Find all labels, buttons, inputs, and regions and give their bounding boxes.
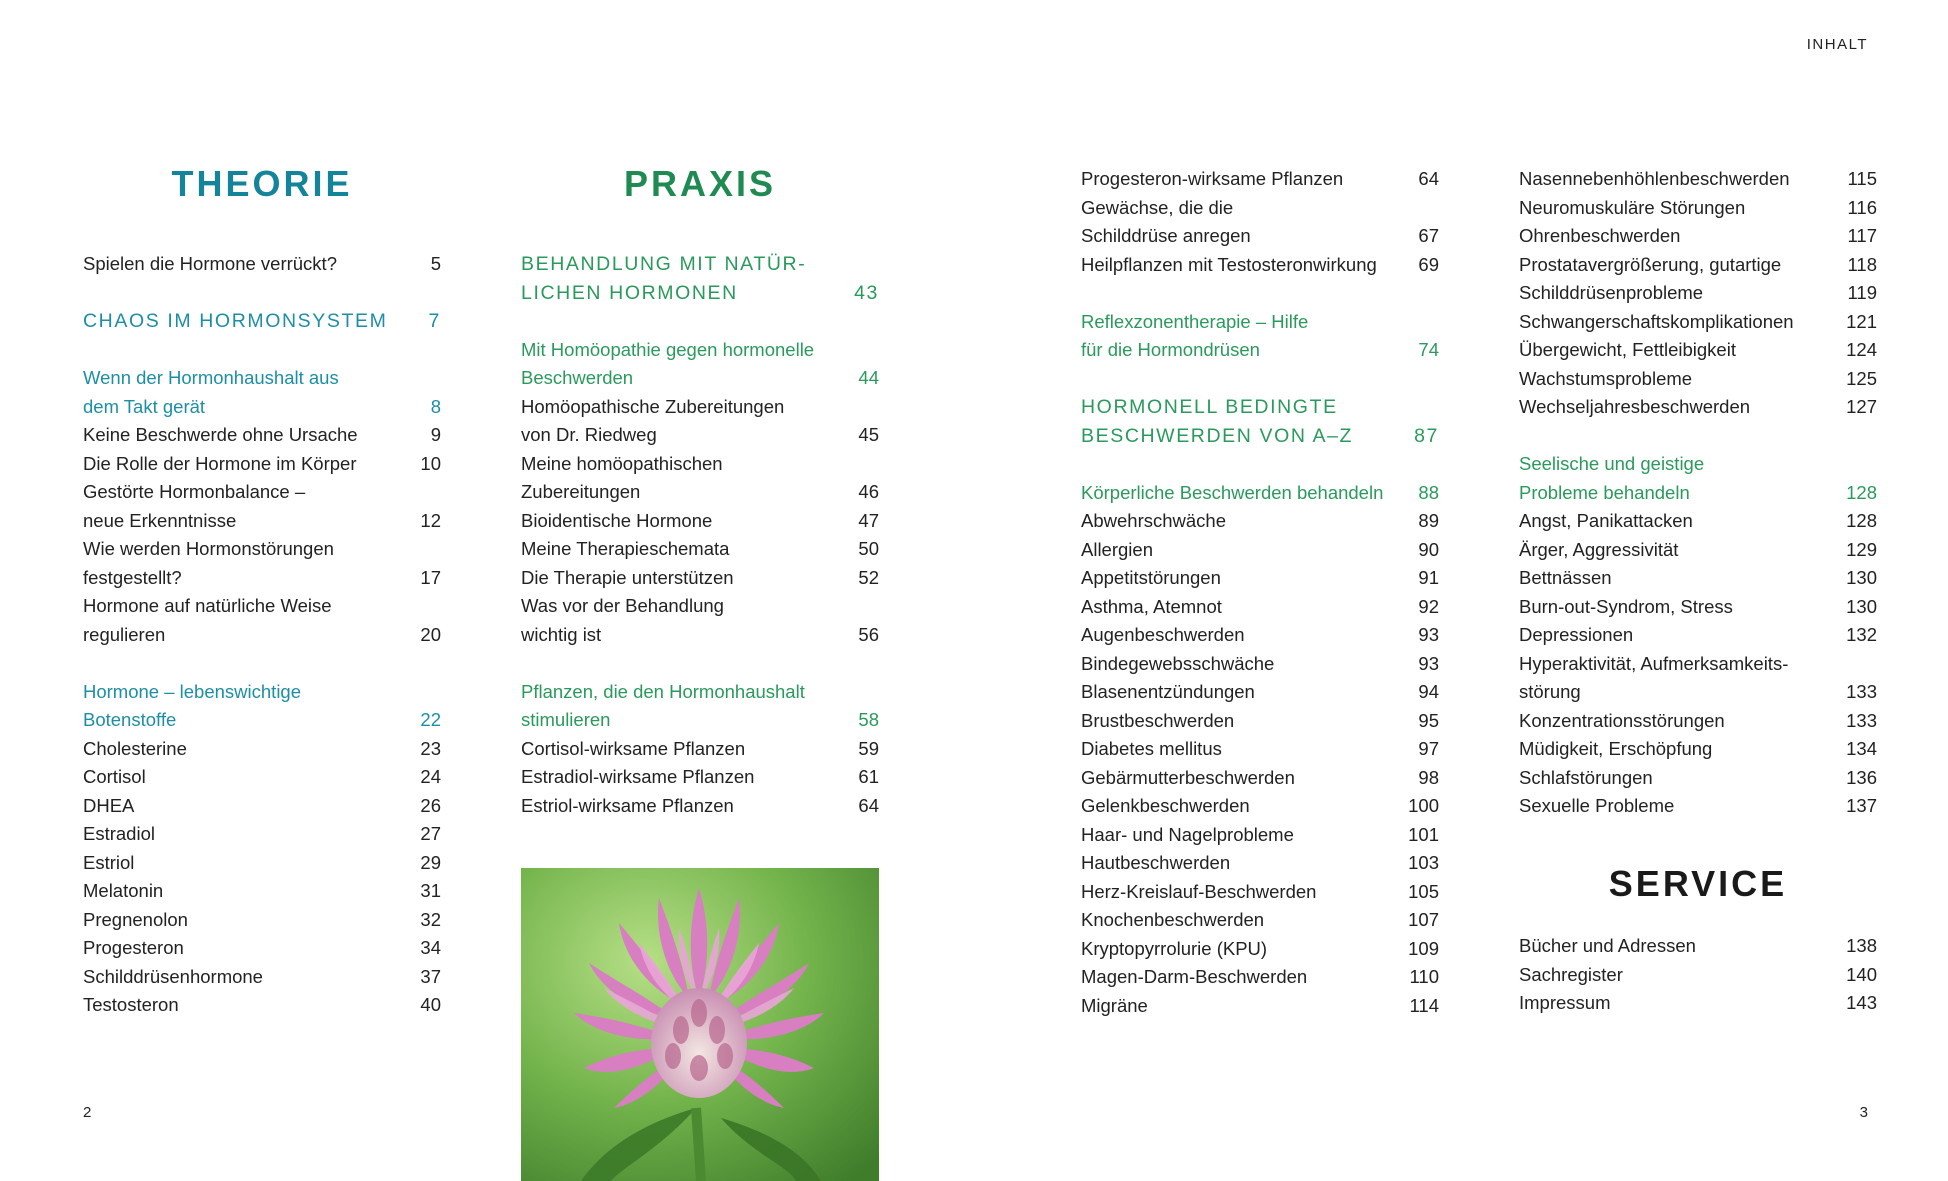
toc-entry [83,592,441,649]
entry-page: 103 [1408,852,1439,873]
toc-entry [83,906,441,935]
entry-title-line: störung [1519,681,1581,702]
toc-entry [83,877,441,906]
entry-title: Nasennebenhöhlenbeschwerden [1519,168,1790,189]
entry-title: Schilddrüsenprobleme [1519,282,1704,303]
entry-page: 90 [1418,538,1439,560]
entry-title: Estradiol [83,823,155,844]
entry-page: 31 [420,880,441,901]
entry-title-line: Wenn der Hormonhaushalt aus [83,367,339,388]
toc-entry [83,421,441,450]
entry-title: Ohrenbeschwerden [1519,225,1681,246]
toc-entry [1519,961,1877,990]
clover-illustration [521,868,879,1181]
entry-page: 61 [858,766,879,787]
entry-page: 5 [430,253,441,274]
entry-page: 116 [1847,196,1877,218]
entry-page: 47 [858,509,879,531]
toc-entry [1519,792,1877,821]
toc-entry [1081,194,1439,251]
toc-entry [1081,821,1439,850]
entry-page: 93 [1418,652,1439,674]
toc-praxis [521,250,879,820]
entry-title: Sexuelle Probleme [1519,795,1675,816]
entry-title-line: festgestellt? [83,566,182,588]
toc-entry [1081,935,1439,964]
toc-entry [83,849,441,878]
toc-entry [1081,764,1439,793]
entry-title: Heilpflanzen mit Testosteronwirkung [1081,253,1377,275]
entry-title-line: Hormone – lebenswichtige [83,680,302,702]
entry-title: Diabetes mellitus [1081,738,1222,759]
entry-page: 27 [420,823,441,844]
entry-title-line: stimulieren [521,709,611,730]
toc-chapter [83,307,441,336]
entry-title-line: Hormone auf natürliche Weise [83,595,332,616]
toc-entry [1519,735,1877,764]
entry-page: 40 [420,994,441,1015]
chapter-title: CHAOS IM HORMONSYSTEM [83,310,388,332]
entry-page: 133 [1846,681,1877,702]
entry-page: 129 [1846,538,1877,560]
toc-entry [83,478,441,535]
entry-title-line: Zubereitungen [521,481,641,502]
entry-title: Müdigkeit, Erschöpfung [1519,738,1713,759]
toc-entry [1519,989,1877,1018]
entry-title: Allergien [1081,538,1153,560]
toc-entry [83,963,441,992]
entry-title: Ärger, Aggressivität [1519,538,1679,560]
toc-subchapter [1081,308,1439,365]
entry-title-line: Homöopathische Zubereitungen [521,395,785,417]
entry-page: 93 [1418,624,1439,645]
toc-entry [1081,792,1439,821]
toc-entry [521,592,879,649]
entry-page: 69 [1418,253,1439,275]
entry-page: 58 [858,709,879,730]
entry-page: 94 [1418,681,1439,702]
clover-photo [521,868,879,1181]
entry-title: Impressum [1519,992,1611,1013]
entry-page: 59 [858,737,879,759]
entry-title: Cortisol-wirksame Pflanzen [521,737,746,759]
entry-title: Schlafstörungen [1519,766,1653,788]
toc-entry [1519,194,1877,223]
toc-entry [1519,536,1877,565]
entry-title: Herz-Kreislauf-Beschwerden [1081,880,1317,902]
chapter-page: 87 [1414,424,1439,447]
toc-entry [83,934,441,963]
page-number-right: 3 [1859,1104,1868,1121]
toc-entry [521,450,879,507]
toc-entry [1519,650,1877,707]
entry-title: Magen-Darm-Beschwerden [1081,966,1308,987]
spacer [1081,450,1439,479]
entry-page: 50 [858,538,879,559]
entry-title: Knochenbeschwerden [1081,909,1265,930]
entry-title: Bücher und Adressen [1519,935,1696,956]
entry-title: Neuromuskuläre Störungen [1519,196,1746,218]
entry-title-line: Was vor der Behandlung [521,595,724,616]
entry-page: 46 [858,481,879,502]
section-title-service: SERVICE [1608,863,1788,904]
entry-title-line: Gestörte Hormonbalance – [83,481,306,502]
toc-entry [83,250,441,279]
entry-title-line: dem Takt gerät [83,395,206,417]
entry-title: Körperliche Beschwerden behandeln [1081,481,1384,503]
entry-page: 115 [1847,168,1877,189]
entry-title-line: Schilddrüse anregen [1081,225,1251,246]
entry-page: 124 [1846,339,1877,360]
spacer [1519,422,1877,451]
toc-entry [1519,507,1877,536]
toc-chapter [521,250,879,307]
entry-title: Pregnenolon [83,908,188,930]
entry-page: 134 [1846,738,1877,759]
entry-title: Meine Therapieschemata [521,538,730,559]
entry-title: Cholesterine [83,737,187,759]
entry-page: 26 [420,794,441,816]
toc-entry [1081,849,1439,878]
entry-title: Abwehrschwäche [1081,510,1226,531]
toc-entry [1519,621,1877,650]
toc-entry [1519,593,1877,622]
entry-title: Angst, Panikattacken [1519,510,1693,531]
entry-page: 110 [1409,966,1439,987]
entry-page: 37 [420,965,441,987]
entry-page: 130 [1846,567,1877,588]
entry-page: 23 [420,737,441,759]
entry-title: Konzentrationsstörungen [1519,709,1725,731]
entry-title-line: regulieren [83,623,166,645]
entry-title: Schilddrüsenhormone [83,965,263,987]
toc-entry [521,735,879,764]
toc-col3 [1081,165,1439,1020]
toc-entry [1519,932,1877,961]
entry-page: 64 [1418,168,1439,189]
entry-title-line: Mit Homöopathie gegen hormonelle [521,338,815,360]
entry-title-line: für die Hormondrüsen [1081,339,1260,360]
entry-title-line: Gewächse, die die [1081,196,1234,218]
entry-title: Estradiol-wirksame Pflanzen [521,766,755,787]
entry-page: 12 [420,509,441,531]
entry-title: DHEA [83,794,135,816]
toc-entry [1081,593,1439,622]
page-number-left: 2 [83,1104,92,1121]
entry-title: Die Therapie unterstützen [521,566,734,588]
spacer [83,649,441,678]
entry-page: 143 [1846,992,1877,1013]
entry-page: 17 [420,566,441,588]
toc-subchapter [521,678,879,735]
entry-page: 95 [1418,709,1439,731]
toc-entry [1519,764,1877,793]
entry-title-line: Pflanzen, die den Hormonhaushalt [521,680,805,702]
entry-page: 24 [420,766,441,787]
toc-entry [1081,536,1439,565]
entry-title: Sachregister [1519,963,1623,985]
entry-page: 109 [1408,937,1439,959]
entry-title-line: Probleme behandeln [1519,481,1690,503]
toc-entry [1519,564,1877,593]
toc-entry [1081,906,1439,935]
entry-title: Migräne [1081,994,1148,1016]
entry-page: 32 [420,908,441,930]
entry-page: 44 [858,367,879,388]
entry-title: Bettnässen [1519,567,1612,588]
toc-entry [1519,165,1877,194]
toc-entry [1081,678,1439,707]
toc-entry [83,763,441,792]
running-header: INHALT [1806,36,1868,53]
toc-entry [1081,707,1439,736]
spacer [521,649,879,678]
entry-page: 91 [1418,567,1439,588]
chapter-title-line: BESCHWERDEN VON A–Z [1081,424,1354,447]
entry-page: 9 [430,424,441,445]
entry-title-line: Seelische und geistige [1519,453,1705,474]
entry-page: 97 [1418,738,1439,759]
entry-title: Die Rolle der Hormone im Körper [83,452,357,474]
entry-page: 132 [1846,624,1877,645]
toc-entry [521,507,879,536]
entry-title-line: Botenstoffe [83,709,177,730]
entry-title-line: wichtig ist [521,623,602,645]
toc-entry [1081,650,1439,679]
toc-entry [83,535,441,592]
toc-col4 [1519,165,1877,821]
entry-title: Testosteron [83,994,179,1015]
entry-page: 89 [1418,510,1439,531]
toc-theory [83,250,441,1020]
toc-entry [1081,507,1439,536]
toc-entry [1081,165,1439,194]
entry-title: Brustbeschwerden [1081,709,1235,731]
entry-page: 105 [1408,880,1439,902]
toc-entry [1519,393,1877,422]
entry-title-line: neue Erkenntnisse [83,509,237,531]
spacer [83,336,441,365]
section-title-praxis: PRAXIS [623,163,777,204]
entry-title-line: Reflexzonentherapie – Hilfe [1081,310,1309,332]
entry-page: 118 [1847,253,1877,275]
toc-entry [83,792,441,821]
toc-chapter [1081,393,1439,450]
toc-entry [1519,308,1877,337]
entry-title: Prostatavergrößerung, gutartige [1519,253,1782,275]
spacer [83,279,441,308]
entry-title: Blasenentzündungen [1081,681,1255,702]
chapter-title-line: LICHEN HORMONEN [521,281,738,304]
entry-title: Gelenkbeschwerden [1081,795,1250,816]
spacer [521,307,879,336]
entry-page: 137 [1846,795,1877,816]
chapter-title-line: HORMONELL BEDINGTE [1081,396,1338,418]
entry-title: Augenbeschwerden [1081,624,1245,645]
spacer [1081,279,1439,308]
entry-title: Spielen die Hormone verrückt? [83,253,337,274]
entry-title: Bioidentische Hormone [521,509,713,531]
entry-page: 140 [1846,963,1877,985]
entry-page: 133 [1846,709,1877,731]
toc-subchapter [1519,450,1877,507]
toc-entry [1519,707,1877,736]
entry-title: Übergewicht, Fettleibigkeit [1519,339,1736,360]
toc-entry [83,450,441,479]
entry-title: Burn-out-Syndrom, Stress [1519,595,1733,617]
entry-title: Wachstumsprobleme [1519,367,1693,389]
entry-title: Asthma, Atemnot [1081,595,1222,617]
toc-entry [1081,564,1439,593]
entry-page: 67 [1418,225,1439,246]
entry-page: 45 [858,424,879,445]
entry-title: Progesteron-wirksame Pflanzen [1081,168,1344,189]
entry-page: 22 [420,709,441,730]
entry-title: Kryptopyrrolurie (KPU) [1081,937,1268,959]
entry-title: Gebärmutterbeschwerden [1081,766,1295,788]
entry-page: 52 [858,566,879,588]
toc-entry [521,564,879,593]
toc-subchapter [1081,479,1439,508]
entry-page: 117 [1847,225,1877,246]
entry-title-line: Hyperaktivität, Aufmerksamkeits- [1519,652,1789,674]
entry-title: Wechseljahresbeschwerden [1519,396,1751,417]
spacer [1081,365,1439,394]
toc-entry [1081,992,1439,1021]
entry-title: Depressionen [1519,624,1634,645]
toc-subchapter [521,336,879,393]
entry-page: 10 [420,452,441,474]
entry-page: 34 [420,937,441,958]
toc-subchapter [83,678,441,735]
entry-page: 101 [1408,823,1439,845]
entry-title-line: Meine homöopathischen [521,452,723,474]
toc-entry [1519,365,1877,394]
entry-title: Cortisol [83,766,146,787]
entry-title: Keine Beschwerde ohne Ursache [83,424,358,445]
entry-title: Haar- und Nagelprobleme [1081,823,1294,845]
entry-page: 98 [1418,766,1439,788]
toc-entry [1081,735,1439,764]
entry-page: 64 [858,794,879,816]
section-title-theory: THEORIE [171,163,353,204]
entry-page: 29 [420,851,441,873]
toc-entry [521,763,879,792]
chapter-page: 7 [428,310,441,332]
entry-page: 107 [1408,909,1439,930]
chapter-page: 43 [854,281,879,304]
entry-page: 125 [1846,367,1877,389]
entry-title-line: Beschwerden [521,367,634,388]
toc-entry [1519,251,1877,280]
entry-page: 88 [1418,481,1439,503]
toc-entry [1081,963,1439,992]
entry-page: 127 [1846,396,1877,417]
toc-entry [1519,336,1877,365]
entry-page: 128 [1846,510,1877,531]
toc-entry [521,393,879,450]
toc-entry [83,991,441,1020]
entry-title-line: Wie werden Hormonstörungen [83,538,334,559]
toc-entry [83,735,441,764]
entry-page: 136 [1846,766,1877,788]
chapter-title-line: BEHANDLUNG MIT NATÜR- [521,253,807,275]
entry-page: 56 [858,623,879,645]
entry-page: 20 [420,623,441,645]
entry-page: 138 [1846,935,1877,956]
entry-page: 74 [1418,339,1439,360]
entry-page: 114 [1409,994,1439,1016]
entry-title: Hautbeschwerden [1081,852,1231,873]
entry-title-line: von Dr. Riedweg [521,424,657,445]
entry-page: 8 [430,395,441,417]
toc-entry [1519,222,1877,251]
entry-page: 128 [1846,481,1877,503]
toc-service [1519,932,1877,1018]
entry-page: 130 [1846,595,1877,617]
entry-page: 121 [1846,310,1877,332]
entry-title: Schwangerschaftskomplikationen [1519,310,1794,332]
entry-page: 92 [1418,595,1439,617]
entry-title: Melatonin [83,880,164,901]
toc-entry [1081,621,1439,650]
toc-entry [521,535,879,564]
toc-entry [83,820,441,849]
toc-entry [1081,878,1439,907]
entry-page: 119 [1847,282,1877,303]
entry-title: Bindegewebsschwäche [1081,652,1275,674]
entry-title: Estriol [83,851,135,873]
entry-title: Estriol-wirksame Pflanzen [521,794,734,816]
entry-title: Appetitstörungen [1081,567,1221,588]
toc-entry [521,792,879,821]
toc-entry [1081,251,1439,280]
toc-subchapter [83,364,441,421]
toc-entry [1519,279,1877,308]
entry-title: Progesteron [83,937,184,958]
entry-page: 100 [1408,795,1439,816]
